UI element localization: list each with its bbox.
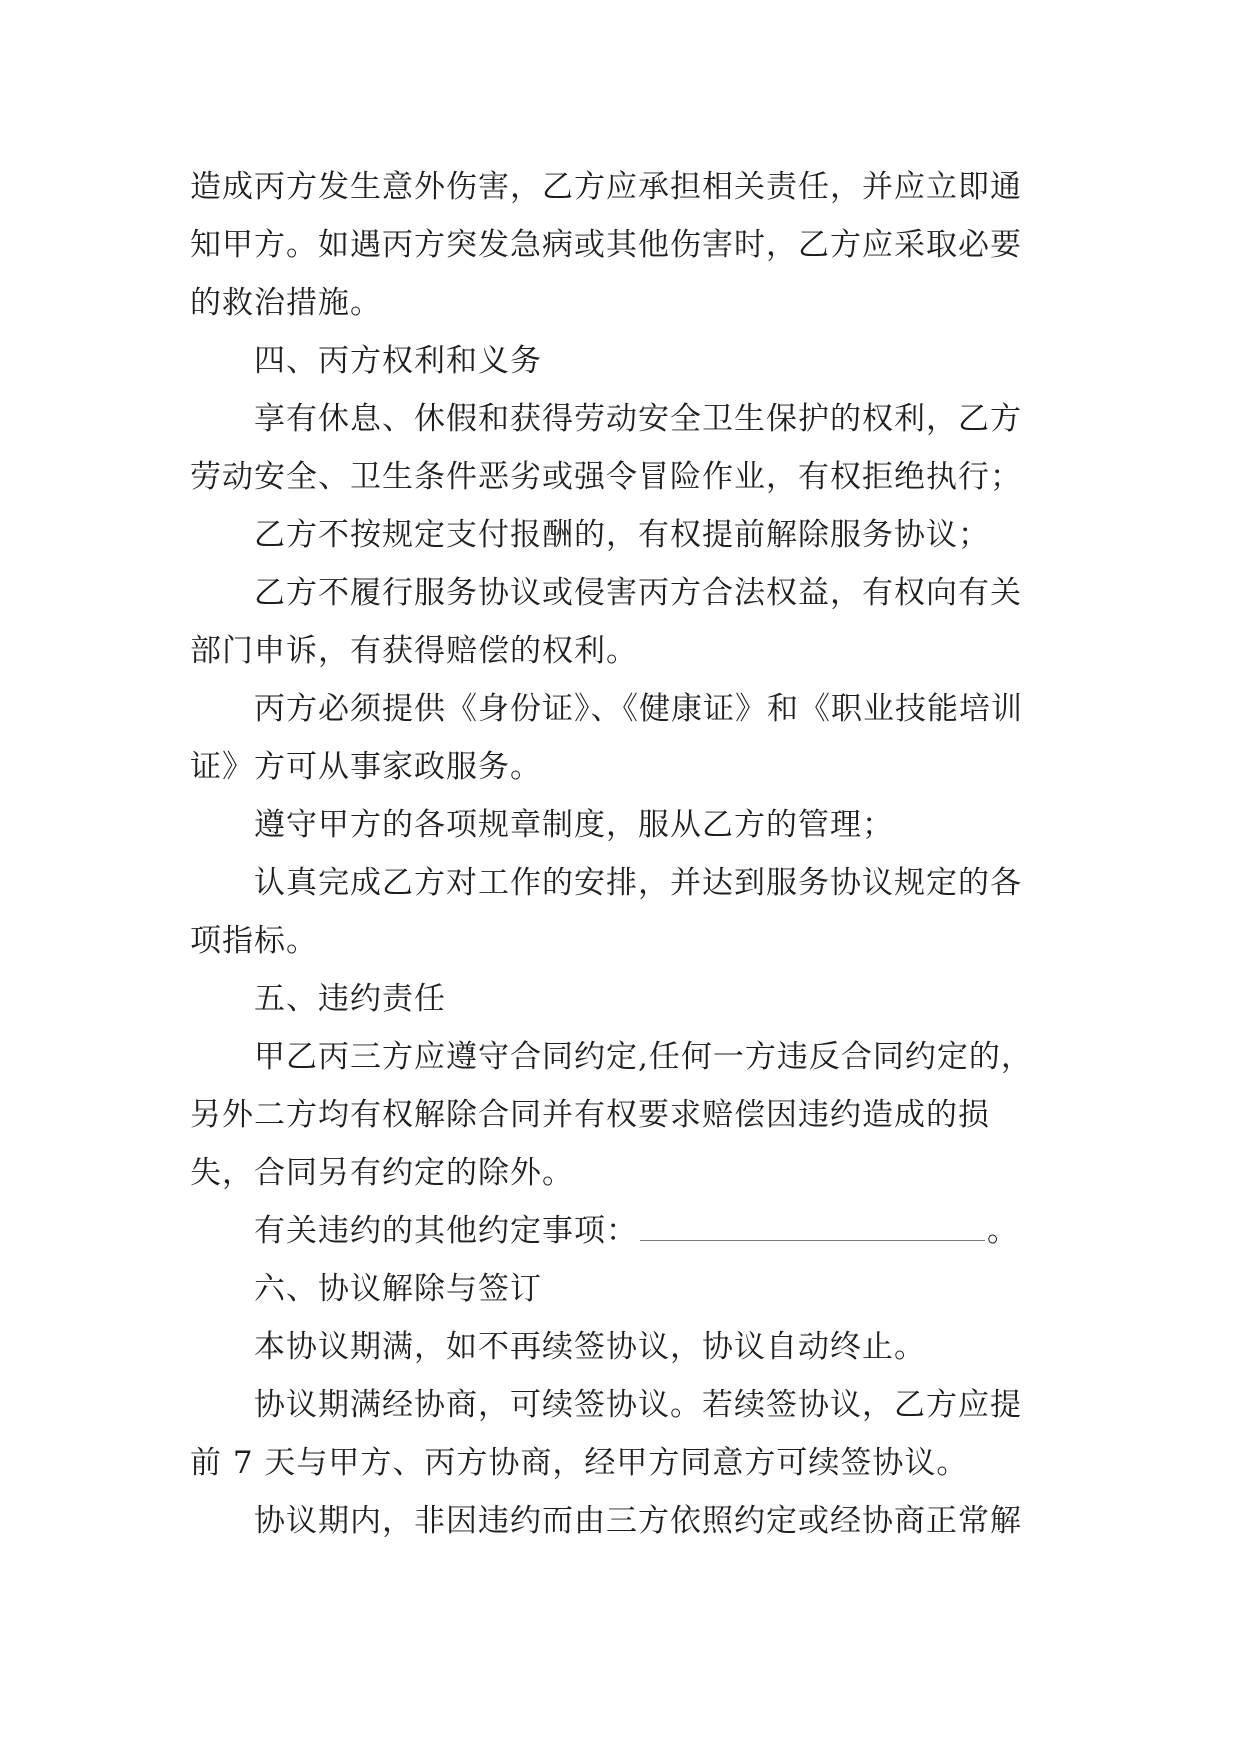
text-line: 认真完成乙方对工作的安排，并达到服务协议规定的各 — [254, 865, 1022, 901]
text-line: 另外二方均有权解除合同并有权要求赔偿因违约造成的损 — [190, 1097, 990, 1133]
text-line: 遵守甲方的各项规章制度，服从乙方的管理； — [254, 807, 894, 843]
text-line: 协议期满经协商，可续签协议。若续签协议，乙方应提 — [254, 1387, 1022, 1423]
document-body-part-b — [190, 1260, 1050, 1550]
text-line: 的救治措施。 — [190, 285, 382, 321]
text-line: 甲乙丙三方应遵守合同约定,任何一方违反合同约定的， — [254, 1039, 1033, 1075]
text-line: 项指标。 — [190, 923, 318, 959]
text-line: 前 7 天与甲方、丙方协商，经甲方同意方可续签协议。 — [190, 1445, 969, 1481]
text-line: 知甲方。如遇丙方突发急病或其他伤害时，乙方应采取必要 — [190, 227, 1022, 263]
fill-in-blank[interactable] — [640, 1216, 985, 1241]
document-page — [190, 158, 1050, 1550]
text-line: 享有休息、休假和获得劳动安全卫生保护的权利，乙方 — [254, 401, 1022, 437]
text-line: 乙方不履行服务协议或侵害丙方合法权益，有权向有关 — [254, 575, 1022, 611]
text-line: 证》方可从事家政服务。 — [190, 749, 542, 785]
text-line: 协议期内，非因违约而由三方依照约定或经协商正常解 — [254, 1503, 1022, 1539]
document-body-part-a — [190, 158, 1050, 1202]
text-line: 失，合同另有约定的除外。 — [190, 1155, 574, 1191]
text-line: 乙方不按规定支付报酬的，有权提前解除服务协议； — [254, 517, 990, 553]
text-line: 丙方必须提供《身份证》、《健康证》和《职业技能培训 — [254, 691, 1023, 727]
text-line: 造成丙方发生意外伤害，乙方应承担相关责任，并应立即通 — [190, 169, 1022, 205]
text-line: 劳动安全、卫生条件恶劣或强令冒险作业，有权拒绝执行； — [190, 459, 1022, 495]
text-line: 六、协议解除与签订 — [254, 1271, 542, 1307]
text-line: 四、丙方权利和义务 — [254, 343, 542, 379]
blank-line-suffix: 。 — [987, 1213, 1019, 1249]
text-line: 部门申诉，有获得赔偿的权利。 — [190, 633, 638, 669]
text-line: 五、违约责任 — [254, 981, 446, 1017]
text-line-with-blank — [190, 1202, 1050, 1260]
text-line: 本协议期满，如不再续签协议，协议自动终止。 — [254, 1329, 926, 1365]
blank-line-prefix: 有关违约的其他约定事项： — [254, 1213, 638, 1249]
